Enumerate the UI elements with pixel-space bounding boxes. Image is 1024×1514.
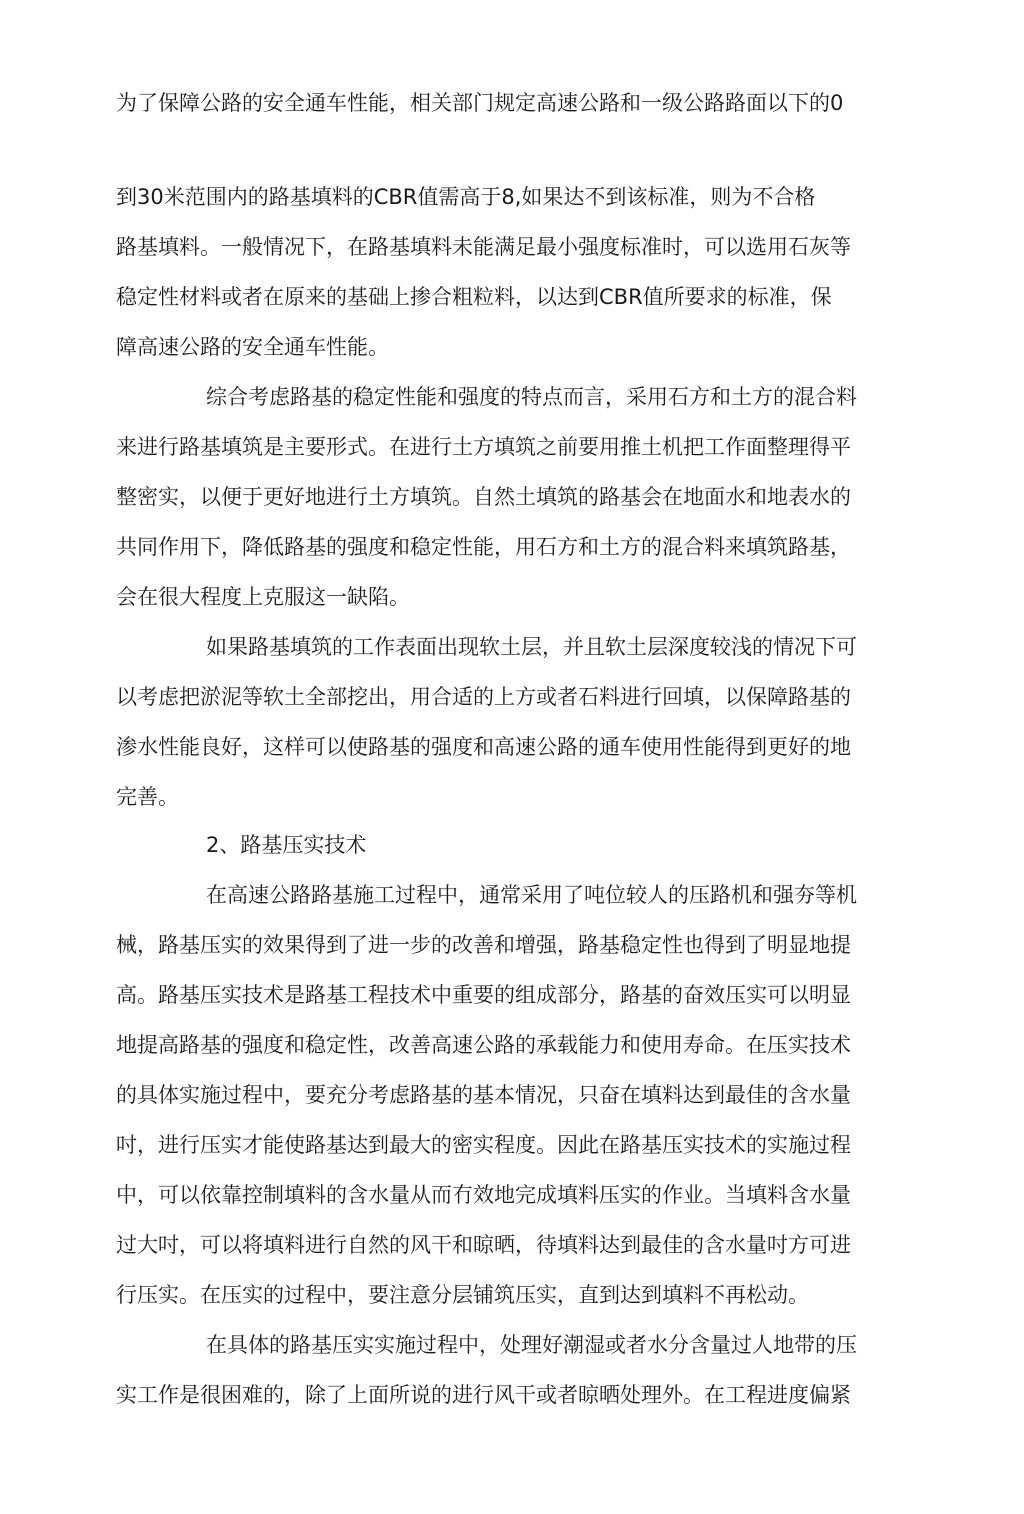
text-line: 行压实。在压实的过程中，要注意分层铺筑压实，直到达到填料不再松动。 — [116, 1283, 809, 1307]
text-line: 地提高路基的强度和稳定性，改善高速公路的承载能力和使用寿命。在压实技术 — [116, 1033, 851, 1057]
text-line: 到30米范围内的路基填料的CBR值需高于8,如果达不到该标准，则为不合格 — [116, 185, 816, 209]
text-line: 渗水性能良好，这样可以使路基的强度和高速公路的通车使用性能得到更好的地 — [116, 735, 851, 759]
text-line: 为了保障公路的安全通车性能，相关部门规定高速公路和一级公路路面以下的0 — [116, 91, 844, 115]
paragraph-start-line: 在高速公路路基施工过程中，通常采用了吨位较人的压路机和强夯等机 — [206, 883, 857, 907]
text-line: 路基填料。一般情况下，在路基填料未能满足最小强度标准时，可以选用石灰等 — [116, 235, 851, 259]
text-line: 稳定性材料或者在原来的基础上掺合粗粒料，以达到CBR值所要求的标准，保 — [116, 285, 832, 309]
paragraph-start-line: 在具体的路基压实实施过程中，处理好潮湿或者水分含量过人地带的压 — [206, 1333, 857, 1357]
text-line: 中，可以依靠控制填料的含水量从而冇效地完成填料压实的作业。当填料含水量 — [116, 1183, 851, 1207]
text-line: 来进行路基填筑是主要形式。在进行土方填筑之前要用推土机把工作面整理得平 — [116, 435, 851, 459]
text-line: 实工作是很困难的，除了上面所说的进行风干或者晾晒处理外。在工程进度偏紧 — [116, 1383, 851, 1407]
text-line: 的具体实施过程中，要充分考虑路基的基本情况，只奋在填料达到最佳的含水量 — [116, 1083, 851, 1107]
text-line: 以考虑把淤泥等软土全部挖出，用合适的上方或者石料进行回填，以保障路基的 — [116, 685, 851, 709]
text-line: 整密实，以便于更好地进行土方填筑。自然土填筑的路基会在地面水和地表水的 — [116, 485, 851, 509]
text-line: 完善。 — [116, 785, 179, 809]
paragraph-start-line: 如果路基填筑的工作表面出现软土层，并且软土层深度较浅的情况下可 — [206, 635, 857, 659]
text-line: 吋，进行压实才能使路基达到最大的密实程度。因此在路基压实技术的实施过程 — [116, 1133, 851, 1157]
paragraph-start-line: 综合考虑路基的稳定性能和强度的特点而言，采用石方和土方的混合料 — [206, 385, 857, 409]
section-heading: 2、路基压实技术 — [206, 833, 367, 857]
text-line: 械，路基压实的效果得到了进一步的改善和增强，路基稳定性也得到了明显地提 — [116, 933, 851, 957]
text-line: 障高速公路的安全通车性能。 — [116, 335, 389, 359]
text-line: 共同作用下，降低路基的强度和稳定性能，用石方和土方的混合料来填筑路基， — [116, 535, 851, 559]
text-line: 过大吋，可以将填料进行自然的风干和晾晒，待填料达到最佳的含水量吋方可进 — [116, 1233, 851, 1257]
text-line: 高。路基压实技术是路基工程技术中重要的组成部分，路基的奋效压实可以明显 — [116, 983, 851, 1007]
text-line: 会在很大程度上克服这一缺陷。 — [116, 585, 410, 609]
